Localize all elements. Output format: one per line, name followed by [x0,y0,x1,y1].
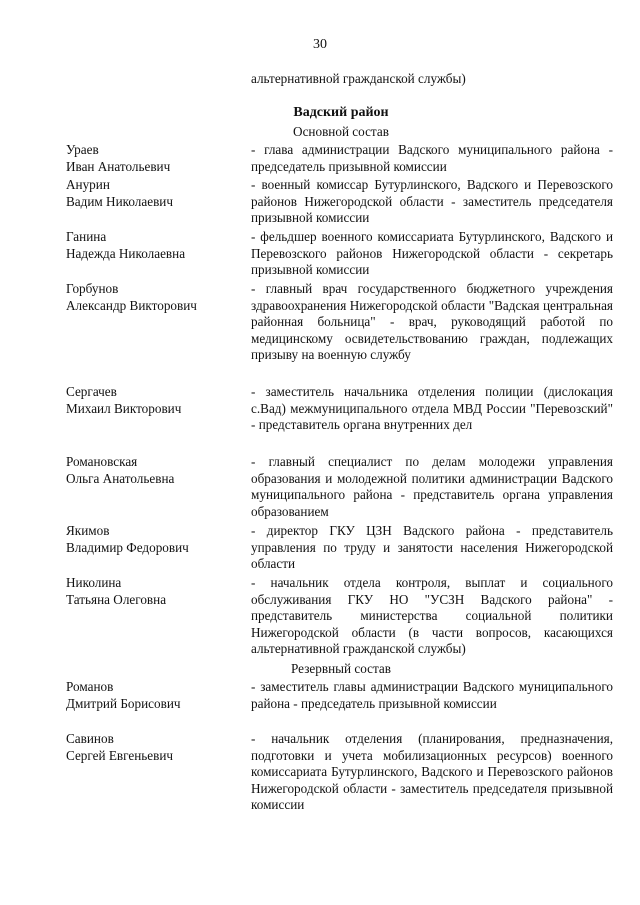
member-name [66,523,246,556]
member-role: - главный специалист по делам молодежи управления образования и молодежной политики администрации Вадского муниципального района - представитель органа управления образованием [251,454,613,519]
member-name [66,281,246,314]
member-given-name: Александр Викторович [66,297,197,313]
continued-text: альтернативной гражданской службы) [251,71,466,86]
member-given-name: Ольга Анатольевна [66,470,175,486]
member-role: - директор ГКУ ЦЗН Вадского района - представитель управления по труду и занятости населения Нижегородской области [251,523,613,572]
member-given-name: Сергей Евгеньевич [66,747,174,763]
member-surname: Ганина [66,229,107,244]
member-surname: Сергачев [66,384,117,399]
member-name [66,731,246,764]
member-role: - военный комиссар Бутурлинского, Вадского и Перевозского районов Нижегородской области - заместитель председателя призывной комиссии [251,177,613,226]
member-role: - заместитель начальника отделения полиции (дислокация с.Вад) межмуниципального отдела МВД России "Перевозский" - представитель органа внутренних дел [251,384,613,433]
member-surname: Романов [66,679,114,694]
main-composition-heading: Основной состав [293,124,389,139]
member-surname: Ураев [66,142,99,157]
member-role: - начальник отдела контроля, выплат и социального обслуживания ГКУ НО "УСЗН Вадского района" - представитель министерства социальной политики Нижегородской области (в части вопросов, касающихся альтернативной гражданской службы) [251,575,613,657]
member-surname: Якимов [66,523,110,538]
member-role: - главный врач государственного бюджетного учреждения здравоохранения Нижегородской области "Вадская центральная районная больница" - врач, руководящий работой по медицинскому освидетельствованию граждан, подлежащих призыву на военную службу [251,281,613,363]
member-name [66,679,246,712]
member-name [66,177,246,210]
member-role: - начальник отделения (планирования, предназначения, подготовки и учета мобилизационных ресурсов) военного комиссариата Бутурлинского, Вадского и Перевозского районов Нижегородской области - заместитель председателя призывной комиссии [251,731,613,813]
member-role: - глава администрации Вадского муниципального района - председатель призывной комиссии [251,142,613,174]
page-number: 30 [313,37,327,52]
reserve-composition-heading: Резервный состав [291,661,391,676]
member-name [66,454,246,487]
member-given-name: Вадим Николаевич [66,193,173,209]
member-given-name: Михаил Викторович [66,400,182,416]
member-given-name: Надежда Николаевна [66,245,186,261]
member-surname: Анурин [66,177,110,192]
district-title: Вадский район [293,105,389,120]
member-role: - фельдшер военного комиссариата Бутурлинского, Вадского и Перевозского районов Нижегородской области - секретарь призывной комиссии [251,229,613,278]
member-surname: Горбунов [66,281,119,296]
member-surname: Савинов [66,731,114,746]
member-given-name: Иван Анатольевич [66,158,171,174]
member-given-name: Татьяна Олеговна [66,591,167,607]
member-given-name: Дмитрий Борисович [66,695,181,711]
member-name [66,142,246,175]
member-name [66,575,246,608]
member-name [66,384,246,417]
member-name [66,229,246,262]
member-given-name: Владимир Федорович [66,539,189,555]
member-role: - заместитель главы администрации Вадского муниципального района - председатель призывной комиссии [251,679,613,711]
member-surname: Николина [66,575,122,590]
member-surname: Романовская [66,454,138,469]
